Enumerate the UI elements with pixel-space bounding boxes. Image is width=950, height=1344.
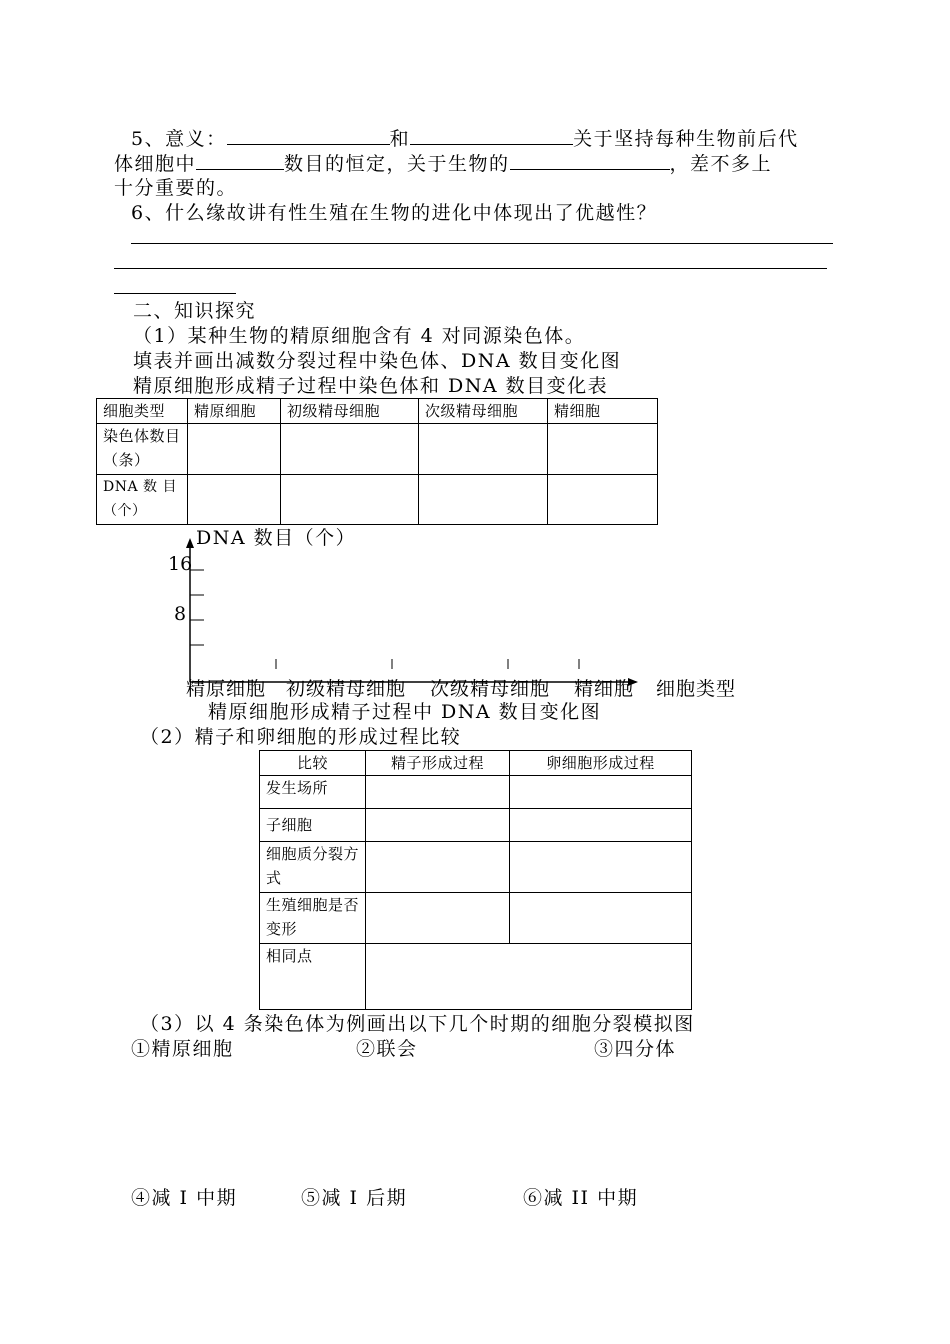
- chromosome-dna-table: [96, 398, 658, 525]
- stage-label: ⑥减 II 中期: [523, 1187, 639, 1209]
- answer-line-2[interactable]: [114, 268, 827, 269]
- table2-cell-merged[interactable]: [366, 944, 692, 1010]
- q5-line2: [114, 151, 772, 176]
- table2-cell[interactable]: [366, 809, 510, 842]
- x-category-label: 次级精母细胞: [430, 678, 551, 700]
- answer-line-1[interactable]: [131, 243, 833, 244]
- dna-count-chart: [160, 524, 760, 704]
- table1-header: 细胞类型: [97, 399, 188, 424]
- stage-label: ③四分体: [594, 1038, 677, 1060]
- table1-cell[interactable]: [188, 475, 281, 525]
- table1-cell[interactable]: [281, 475, 419, 525]
- q5-blank-3[interactable]: [196, 151, 284, 170]
- table2-row-label: 相同点: [260, 944, 366, 1010]
- sperm-egg-comparison-table: [259, 750, 692, 1010]
- q5-blank-2[interactable]: [410, 126, 573, 145]
- q5-line2-mid: 数目的恒定，关于生物的: [284, 153, 510, 175]
- q5-label: 5、意义：: [131, 128, 227, 150]
- table2-header: 比较: [260, 751, 366, 776]
- stage-label: ①精原细胞: [131, 1038, 234, 1060]
- table2-cell[interactable]: [510, 893, 692, 944]
- q5-line2-start: 体细胞中: [114, 153, 197, 175]
- table1-header: 精细胞: [548, 399, 658, 424]
- table2-row-label: 生殖细胞是否变形: [260, 893, 366, 944]
- table1-cell[interactable]: [548, 475, 658, 525]
- y-axis-title: DNA 数目（个）: [196, 527, 357, 549]
- part1-intro: （1）某种生物的精原细胞含有 4 对同源染色体。: [133, 325, 586, 347]
- table2-header: 卵细胞形成过程: [510, 751, 692, 776]
- q5-and: 和: [389, 128, 411, 150]
- table1-cell[interactable]: [419, 475, 548, 525]
- table2-row-label: 子细胞: [260, 809, 366, 842]
- table2-cell[interactable]: [366, 776, 510, 809]
- table2-row-label: 发生场所: [260, 776, 366, 809]
- q6-question: 6、什么缘故讲有性生殖在生物的进化中体现出了优越性？: [131, 202, 658, 224]
- chart-caption: 精原细胞形成精子过程中 DNA 数目变化图: [208, 701, 602, 723]
- x-axis-title: 细胞类型: [656, 678, 737, 700]
- x-category-label: 精细胞: [574, 678, 635, 700]
- q5-line2-end: ，差不多上: [669, 153, 773, 175]
- table1-header: 初级精母细胞: [281, 399, 419, 424]
- q5-blank-1[interactable]: [227, 126, 390, 145]
- x-category-label: 初级精母细胞: [286, 678, 407, 700]
- y-tick-label: 8: [174, 603, 187, 625]
- table2-cell[interactable]: [510, 842, 692, 893]
- table1-header: 精原细胞: [188, 399, 281, 424]
- table2-cell[interactable]: [510, 776, 692, 809]
- stage-label: ④减 I 中期: [131, 1187, 238, 1209]
- stage-label: ②联会: [356, 1038, 418, 1060]
- table2-cell[interactable]: [510, 809, 692, 842]
- y-tick-label: 16: [168, 553, 193, 575]
- row-label-chromosome: 染色体数目（条）: [97, 424, 188, 475]
- table2-cell[interactable]: [366, 893, 510, 944]
- y-axis-arrow: [186, 538, 194, 548]
- section-two-heading: 二、知识探究: [133, 300, 257, 322]
- q5-line3: 十分重要的。: [114, 177, 238, 199]
- table1-cell[interactable]: [548, 424, 658, 475]
- table1-cell[interactable]: [419, 424, 548, 475]
- table2-cell[interactable]: [366, 842, 510, 893]
- table1-cell[interactable]: [188, 424, 281, 475]
- part3-title: （3）以 4 条染色体为例画出以下几个时期的细胞分裂模拟图: [140, 1013, 695, 1035]
- table1-header: 次级精母细胞: [419, 399, 548, 424]
- part2-title: （2）精子和卵细胞的形成过程比较: [140, 726, 462, 748]
- part1-task: 填表并画出减数分裂过程中染色体、DNA 数目变化图: [133, 350, 622, 372]
- table1-title: 精原细胞形成精子过程中染色体和 DNA 数目变化表: [133, 375, 609, 397]
- table1-cell[interactable]: [281, 424, 419, 475]
- answer-line-3[interactable]: [114, 293, 236, 294]
- q5-blank-4[interactable]: [510, 151, 670, 170]
- row-label-dna: DNA 数 目（个）: [97, 475, 188, 525]
- table2-row-label: 细胞质分裂方式: [260, 842, 366, 893]
- q5-after: 关于坚持每种生物前后代: [573, 128, 799, 150]
- x-category-label: 精原细胞: [186, 678, 267, 700]
- q5-line1: [131, 126, 799, 151]
- stage-label: ⑤减 I 后期: [301, 1187, 408, 1209]
- table2-header: 精子形成过程: [366, 751, 510, 776]
